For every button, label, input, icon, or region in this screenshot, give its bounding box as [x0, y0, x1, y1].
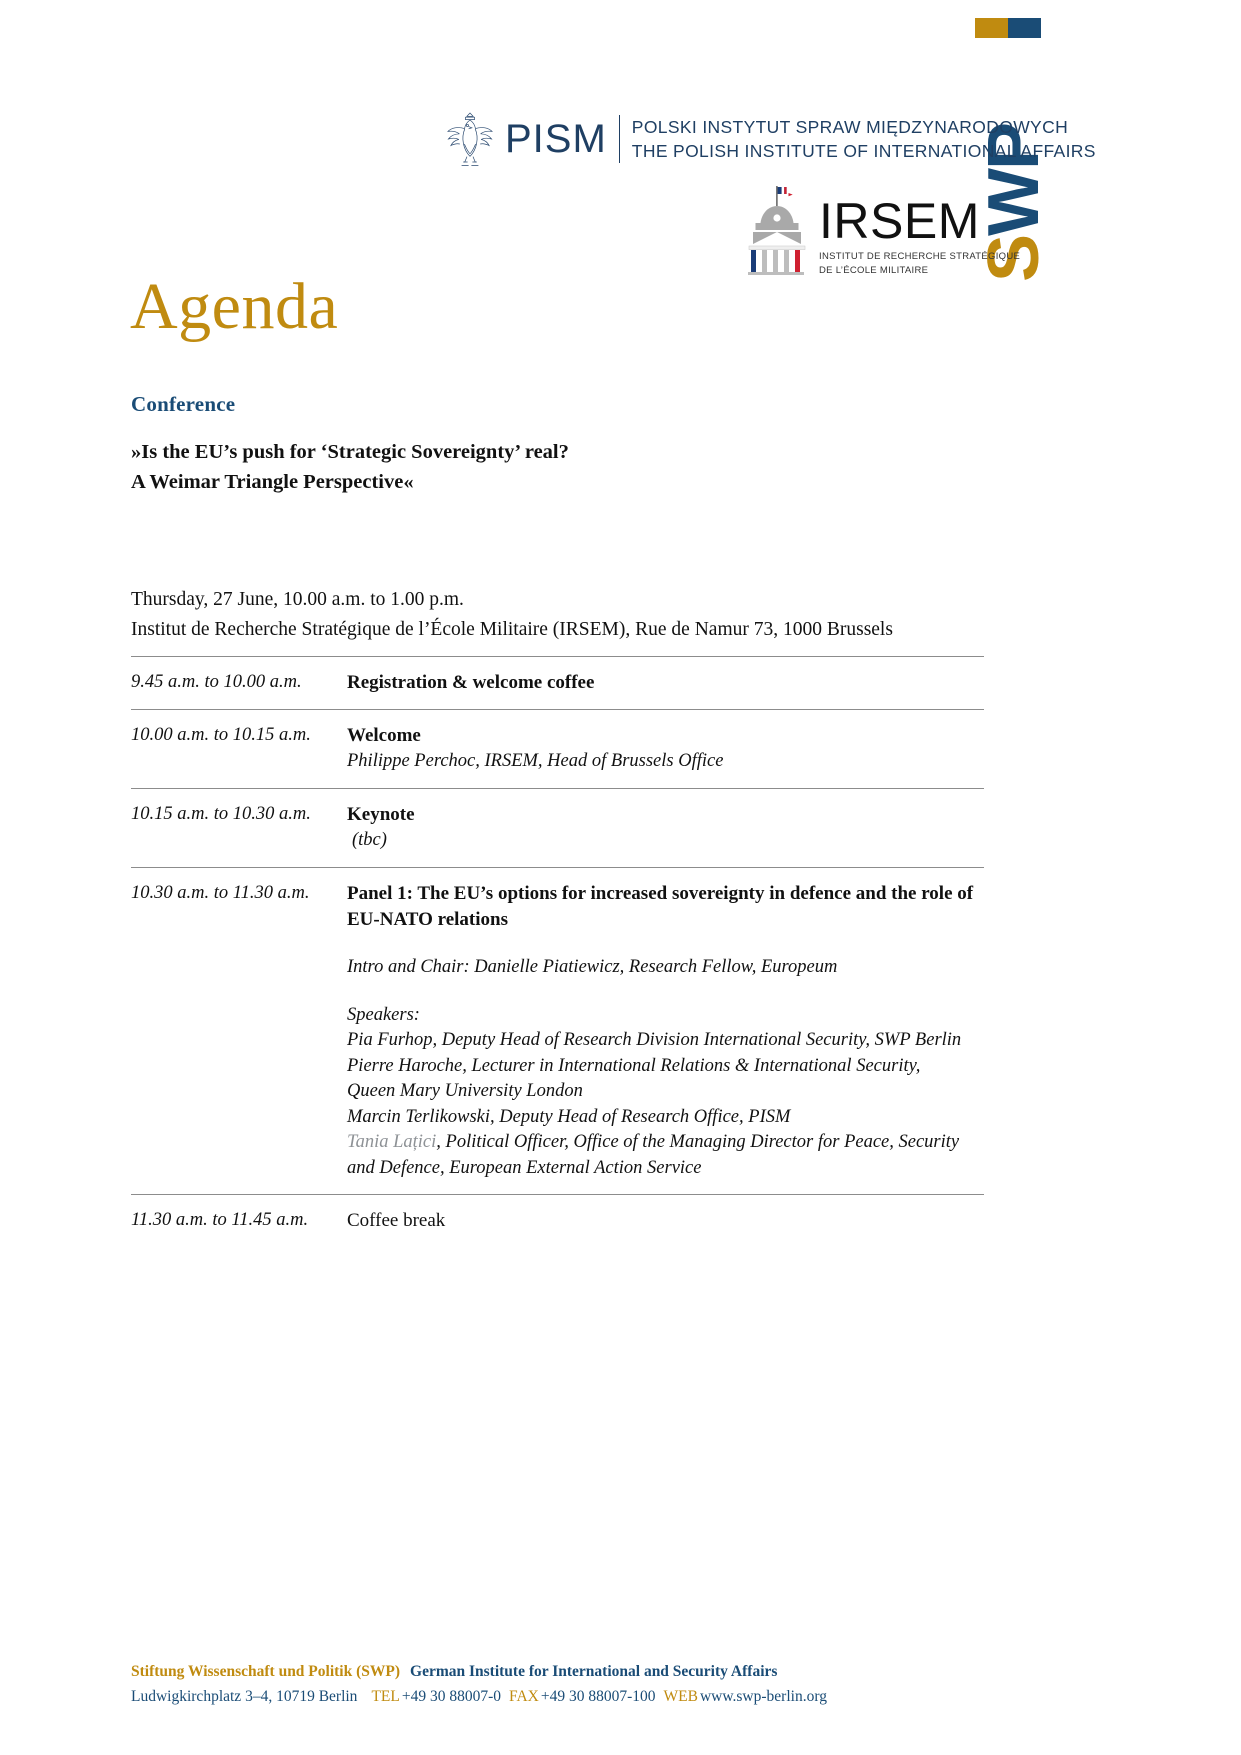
- pism-subtitle-pl: POLSKI INSTYTUT SPRAW MIĘDZYNARODOWYCH: [631, 116, 1069, 137]
- agenda-row: [131, 1194, 984, 1247]
- top-bar-gold-block: [975, 18, 1008, 38]
- footer-org-de: Stiftung Wissenschaft und Politik (SWP): [131, 1663, 401, 1680]
- agenda-row-content: [347, 723, 984, 775]
- agenda-item-speaker: Philippe Perchoc, IRSEM, Head of Brussels Office: [347, 751, 724, 772]
- footer-tel-label: TEL: [371, 1688, 400, 1706]
- footer-web-label: WEB: [663, 1688, 698, 1706]
- agenda-row-time: 10.00 a.m. to 10.15 a.m.: [131, 725, 311, 746]
- agenda-table: [131, 656, 984, 1247]
- agenda-item-speaker: [347, 1130, 984, 1156]
- footer-web-value: www.swp-berlin.org: [699, 1688, 827, 1706]
- document-kicker: Conference: [131, 392, 236, 416]
- agenda-item-speaker-name-dim: Tania Lațici: [347, 1132, 437, 1153]
- footer-contact-line: [131, 1684, 1031, 1709]
- top-bar-blue-block: [1008, 18, 1041, 38]
- agenda-item-speakers-label: Speakers:: [347, 1004, 420, 1025]
- agenda-item-speaker-role: , Political Officer, Office of the Managing Director for Peace, Security: [436, 1132, 960, 1153]
- page-title: Agenda: [130, 270, 339, 343]
- irsem-wordmark: IRSEM: [819, 193, 980, 250]
- agenda-item-speaker: Marcin Terlikowski, Deputy Head of Research Office, PISM: [347, 1106, 791, 1127]
- spacer: [347, 981, 984, 1003]
- agenda-row-content: [347, 881, 984, 1182]
- irsem-logo: [741, 182, 1020, 282]
- agenda-item-speaker: Pierre Haroche, Lecturer in International Relations & International Security,: [347, 1055, 921, 1076]
- agenda-item-speaker: and Defence, European External Action Service: [347, 1157, 702, 1178]
- footer-org-en: German Institute for International and Security Affairs: [410, 1663, 778, 1680]
- agenda-item-title: Registration & welcome coffee: [347, 672, 595, 693]
- pism-subtitle-en: THE POLISH INSTITUTE OF INTERNATIONAL AFFAIRS: [631, 141, 1096, 161]
- spacer: [347, 933, 984, 955]
- agenda-item-title: Welcome: [347, 725, 421, 747]
- agenda-row-content: [347, 1208, 984, 1234]
- agenda-row: [131, 867, 984, 1195]
- agenda-item-speaker: Pia Furhop, Deputy Head of Research Division International Security, SWP Berlin: [347, 1030, 962, 1051]
- agenda-row: [131, 788, 984, 867]
- irsem-subtitle: [819, 250, 1020, 278]
- agenda-row-time: 9.45 a.m. to 10.00 a.m.: [131, 672, 302, 692]
- footer-fax-value: +49 30 88007-100: [540, 1688, 656, 1706]
- polish-eagle-icon: [443, 109, 497, 169]
- agenda-row-time: 10.15 a.m. to 10.30 a.m.: [131, 803, 311, 824]
- pism-logo: [443, 108, 1096, 170]
- pism-wordmark: PISM: [505, 117, 607, 161]
- event-date: Thursday, 27 June, 10.00 a.m. to 1.00 p.m.: [131, 589, 464, 610]
- conference-title-line2: A Weimar Triangle Perspective«: [131, 471, 414, 494]
- agenda-item-speaker: Queen Mary University London: [347, 1081, 583, 1102]
- pism-divider: [619, 115, 620, 163]
- agenda-row: [131, 656, 984, 709]
- event-venue: Institut de Recherche Stratégique de l’École Militaire (IRSEM), Rue de Namur 73, 1000 Brussels: [131, 618, 893, 640]
- footer-tel-value: +49 30 88007-0: [401, 1688, 501, 1706]
- footer-institution-line: [131, 1659, 1031, 1684]
- agenda-item-title: Keynote: [347, 803, 415, 825]
- agenda-item-chair: Intro and Chair: Danielle Piatiewicz, Research Fellow, Europeum: [347, 957, 838, 978]
- agenda-item-note: (tbc): [352, 830, 387, 851]
- irsem-subtitle-line1: INSTITUT DE RECHERCHE STRATÉGIQUE: [819, 251, 1021, 263]
- swp-logo-wp: WP: [974, 123, 1054, 236]
- footer-address: Ludwigkirchplatz 3–4, 10719 Berlin: [131, 1688, 358, 1706]
- top-color-bar: [975, 18, 1041, 38]
- agenda-row: [131, 709, 984, 788]
- irsem-subtitle-line2: DE L’ÉCOLE MILITAIRE: [819, 265, 929, 277]
- footer-fax-label: FAX: [509, 1688, 539, 1706]
- swp-logo-s: S: [974, 235, 1054, 282]
- agenda-row-content: [347, 802, 984, 854]
- agenda-item-title: Panel 1: The EU’s options for increased sovereignty in defence and the role of EU-NATO relations: [347, 882, 974, 930]
- pism-subtitle: [632, 115, 1096, 163]
- conference-title-line1: »Is the EU’s push for ‘Strategic Sovereignty’ real?: [131, 441, 569, 463]
- conference-title: [131, 437, 569, 498]
- agenda-row-content: [347, 670, 984, 696]
- agenda-row-time: 10.30 a.m. to 11.30 a.m.: [131, 882, 310, 903]
- event-details: [131, 585, 893, 644]
- irsem-building-icon: [741, 182, 813, 282]
- page-footer: [131, 1659, 1031, 1709]
- agenda-item-title: Coffee break: [347, 1210, 446, 1232]
- agenda-row-time: 11.30 a.m. to 11.45 a.m.: [131, 1210, 309, 1231]
